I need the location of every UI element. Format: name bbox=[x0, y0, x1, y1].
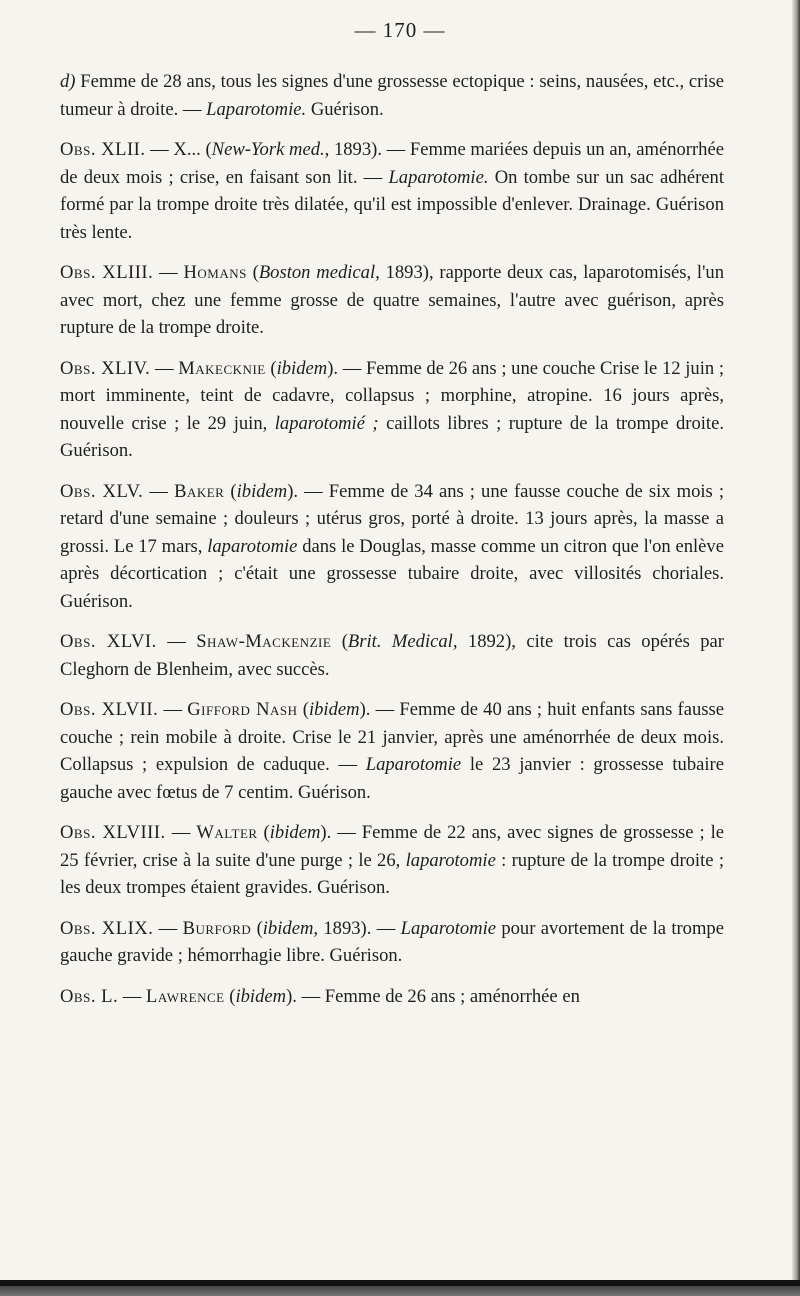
text-run: — X... ( bbox=[145, 139, 212, 160]
text-run: 1892), cite trois cas opérés par Cleghorn de Blenheim, avec succès. bbox=[60, 631, 724, 680]
author-name: Homans bbox=[183, 262, 247, 283]
case-paragraph bbox=[60, 68, 724, 123]
text-run: Guérison. bbox=[306, 98, 384, 120]
author-name: Burford bbox=[182, 917, 252, 939]
observation-paragraph bbox=[60, 628, 724, 683]
text-run: — bbox=[156, 631, 197, 652]
observation-paragraph bbox=[60, 136, 724, 246]
text-run: 1893). — bbox=[318, 917, 401, 939]
observation-label: Obs. L. bbox=[60, 985, 119, 1007]
text-run: ( bbox=[297, 699, 309, 720]
text-run: , 1893). — Femme mariées depuis un an, aménorrhée de deux mois ; crise, en faisant son lit. — bbox=[60, 139, 724, 188]
italic-text: Laparotomie. bbox=[388, 166, 489, 188]
author-name: Gifford Nash bbox=[187, 699, 298, 720]
observation-label: Obs. XLII. bbox=[60, 139, 146, 160]
italic-text: Boston medical, bbox=[258, 262, 380, 283]
observation-paragraph bbox=[60, 696, 724, 806]
observation-paragraph bbox=[60, 355, 724, 465]
text-run: : rupture de la trompe droite ; les deux trompes étaient gravides. Guérison. bbox=[60, 849, 724, 898]
observation-paragraph bbox=[60, 915, 724, 970]
text-run: dans le Douglas, masse comme un citron que l'on enlève après décortication ; c'était une grossesse tubaire droite, avec villosités choriales. Guérison. bbox=[60, 535, 724, 612]
text-run: ( bbox=[265, 357, 277, 379]
observation-label: Obs. XLVI. bbox=[60, 631, 157, 652]
page-body bbox=[60, 68, 724, 1010]
author-name: Shaw-Mackenzie bbox=[196, 631, 332, 652]
observation-paragraph bbox=[60, 983, 724, 1011]
page-number: — 170 — bbox=[354, 18, 446, 42]
author-name: Makecknie bbox=[178, 357, 266, 379]
observation-paragraph bbox=[60, 819, 724, 902]
scan-bottom-margin bbox=[0, 1286, 800, 1296]
italic-text: d) bbox=[60, 71, 76, 92]
text-run: ). — Femme de 26 ans ; une couche Crise le 12 juin ; mort imminente, teint de cadavre, collapsus ; morphine, atropine. 16 jours après, nouvelle crise ; le 29 juin, bbox=[60, 357, 724, 434]
italic-text: laparotomie bbox=[207, 535, 298, 557]
text-run: — bbox=[153, 262, 184, 283]
italic-text: Laparotomie. bbox=[206, 98, 307, 120]
text-run: 1893), rapporte deux cas, laparotomisés, l'un avec mort, chez une femme grosse de quatre semaines, l'autre avec guérison, après rupture de la trompe droite. bbox=[60, 262, 725, 338]
observation-paragraph bbox=[60, 259, 724, 342]
italic-text: Laparotomie bbox=[400, 917, 497, 939]
observation-label: Obs. XLIX. bbox=[60, 917, 154, 939]
observation-label: Obs. XLIV. bbox=[60, 357, 151, 379]
italic-text: Brit. Medical, bbox=[347, 631, 458, 652]
italic-text: Laparotomie bbox=[365, 754, 462, 775]
page-edge-shadow bbox=[792, 0, 800, 1296]
text-run: ). — Femme de 22 ans, avec signes de grossesse ; le 25 février, crise à la suite d'une purge ; le 26, bbox=[60, 822, 725, 871]
author-name: Lawrence bbox=[146, 985, 225, 1007]
italic-text: ibidem bbox=[276, 357, 328, 379]
text-run: — bbox=[143, 480, 175, 502]
text-run: — bbox=[153, 917, 183, 939]
observation-label: Obs. XLV. bbox=[60, 480, 144, 502]
text-run: ( bbox=[251, 917, 263, 939]
author-name: Walter bbox=[196, 822, 258, 843]
observation-label: Obs. XLVIII. bbox=[60, 822, 166, 843]
italic-text: ibidem bbox=[236, 480, 288, 502]
text-run: — bbox=[118, 985, 147, 1007]
italic-text: ibidem bbox=[269, 822, 321, 843]
text-run: ). — Femme de 34 ans ; une fausse couche de six mois ; retard d'une semaine ; douleurs ; utérus gros, porté à droite. 13 jours après, la masse a grossi. Le 17 mars, bbox=[60, 480, 724, 557]
text-run: ( bbox=[331, 631, 348, 652]
text-run: le 23 janvier : grossesse tubaire gauche avec fœtus de 7 centim. Guérison. bbox=[60, 754, 724, 803]
italic-text: laparotomie bbox=[405, 849, 496, 871]
text-run: caillots libres ; rupture de la trompe droite. Guérison. bbox=[60, 412, 724, 461]
italic-text: New-York med. bbox=[211, 139, 325, 160]
italic-text: laparotomié ; bbox=[274, 412, 379, 434]
italic-text: ibidem, bbox=[262, 917, 319, 939]
italic-text: ibidem bbox=[308, 699, 360, 720]
author-name: Baker bbox=[174, 480, 225, 502]
text-run: ). — Femme de 26 ans ; aménorrhée en bbox=[286, 985, 580, 1007]
text-run: — bbox=[165, 822, 197, 843]
text-run: Femme de 28 ans, tous les signes d'une grossesse ectopique : seins, nausées, etc., crise tumeur à droite. — bbox=[60, 71, 724, 120]
observation-paragraph bbox=[60, 478, 724, 616]
text-run: pour avortement de la trompe gauche gravide ; hémorrhagie libre. Guérison. bbox=[60, 917, 724, 966]
text-run: — bbox=[150, 357, 179, 379]
text-run: ( bbox=[246, 262, 259, 283]
text-run: — bbox=[158, 699, 188, 720]
text-run: ( bbox=[224, 480, 237, 502]
text-run: ). — Femme de 40 ans ; huit enfants sans fausse couche ; rein mobile à droite. Crise le 21 janvier, après une aménorrhée de deux mois. Collapsus ; expulsion de caduque. — bbox=[60, 699, 725, 775]
text-run: ( bbox=[224, 985, 236, 1007]
text-run: On tombe sur un sac adhérent formé par la trompe droite très dilatée, qu'il est impossible d'enlever. Drainage. Guérison très lente. bbox=[60, 166, 724, 243]
observation-label: Obs. XLVII. bbox=[60, 699, 159, 720]
observation-label: Obs. XLIII. bbox=[60, 262, 154, 283]
italic-text: ibidem bbox=[235, 985, 287, 1007]
text-run: ( bbox=[257, 822, 270, 843]
